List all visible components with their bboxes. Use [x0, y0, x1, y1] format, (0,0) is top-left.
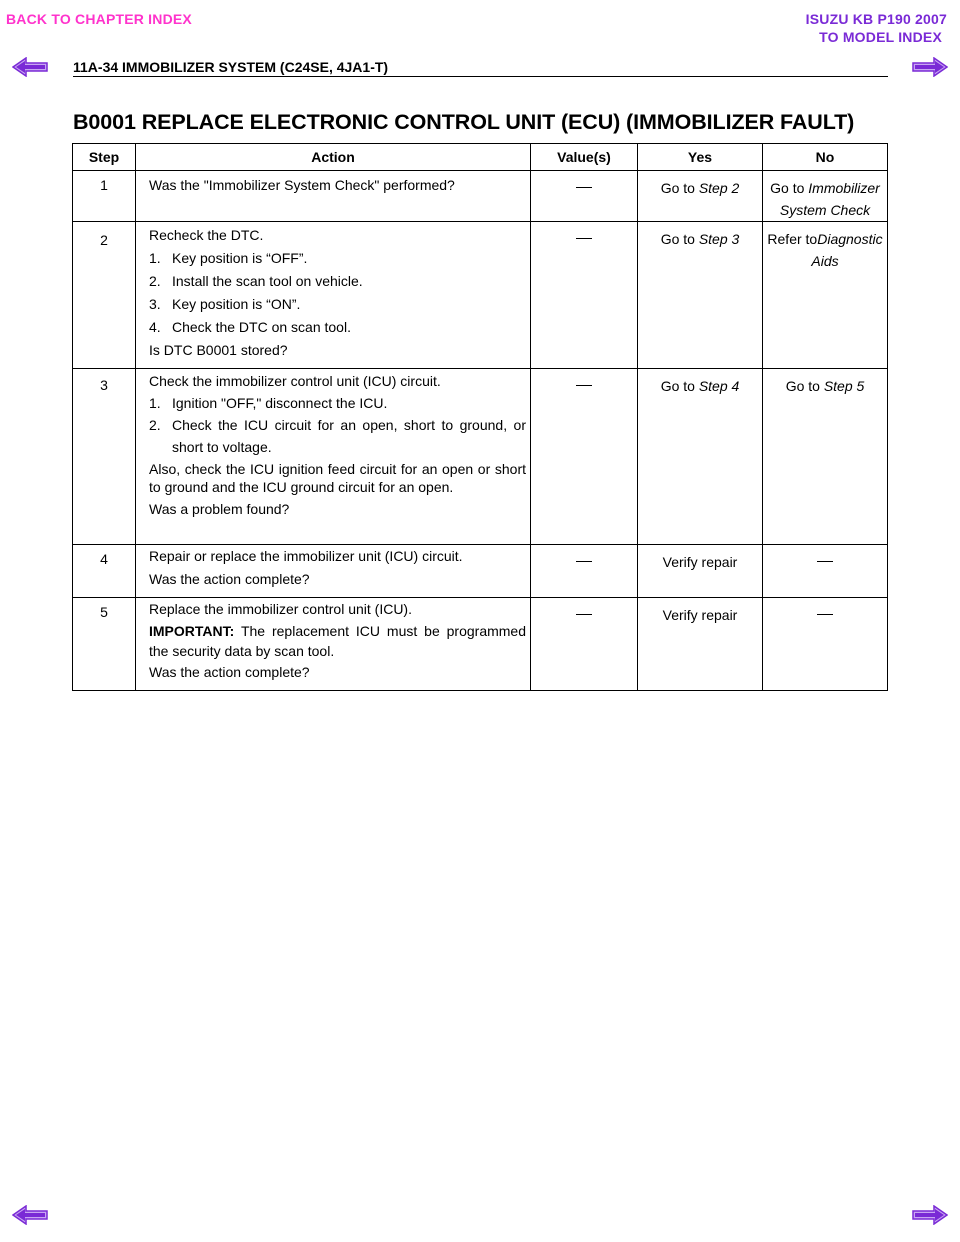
yes-step-link[interactable]: Step 3 — [698, 231, 740, 247]
column-header-step: Step — [73, 144, 136, 171]
step-number: 1 — [73, 171, 136, 222]
action-text: Was the "Immobilizer System Check" performed? — [149, 177, 455, 193]
page-header-label: 11A-34 IMMOBILIZER SYSTEM (C24SE, 4JA1-T) — [73, 59, 389, 75]
dash-icon — [576, 614, 592, 615]
no-cell — [763, 598, 888, 691]
yes-prefix: Go to — [660, 378, 699, 394]
list-item: 2. Check the ICU circuit for an open, short to ground, or short to voltage. — [149, 417, 526, 455]
value-cell — [531, 171, 638, 222]
table-row — [73, 222, 888, 369]
action-intro: Check the immobilizer control unit (ICU) circuit. — [149, 373, 441, 389]
list-item: 1. Key position is “OFF”. — [149, 250, 308, 266]
action-question: Was the action complete? — [149, 664, 310, 680]
value-cell — [531, 598, 638, 691]
no-cell — [763, 369, 888, 545]
section-title: B0001 REPLACE ELECTRONIC CONTROL UNIT (ECU) (IMMOBILIZER FAULT) — [73, 110, 855, 134]
action-cell — [136, 545, 531, 598]
action-cell — [136, 369, 531, 545]
action-cell — [136, 222, 531, 369]
next-page-arrow-icon[interactable] — [912, 1205, 948, 1225]
next-page-arrow-icon[interactable] — [912, 57, 948, 77]
previous-page-arrow-icon[interactable] — [12, 57, 48, 77]
list-item: 1. Ignition "OFF," disconnect the ICU. — [149, 395, 388, 411]
yes-cell: Verify repair — [638, 545, 763, 598]
step-number: 4 — [73, 545, 136, 598]
back-to-chapter-index-link[interactable]: BACK TO CHAPTER INDEX — [6, 11, 192, 27]
yes-step-link[interactable]: Step 4 — [698, 378, 740, 394]
yes-step-link[interactable]: Step 2 — [698, 180, 740, 196]
dash-icon — [817, 614, 833, 615]
no-prefix: Refer to — [767, 231, 818, 247]
no-cell — [763, 171, 888, 222]
no-cell — [763, 222, 888, 369]
diagnostic-table — [72, 143, 888, 691]
action-question: Was the action complete? — [149, 571, 310, 587]
step-number: 5 — [73, 598, 136, 691]
action-intro: Repair or replace the immobilizer unit (ICU) circuit. — [149, 548, 463, 564]
column-header-no: No — [763, 144, 888, 171]
value-cell — [531, 545, 638, 598]
yes-cell — [638, 369, 763, 545]
step-number: 2 — [73, 222, 136, 369]
important-note: IMPORTANT: The replacement ICU must be programmed the security data by scan tool. — [149, 623, 526, 659]
model-title-link[interactable]: ISUZU KB P190 2007 — [805, 11, 947, 27]
yes-cell: Verify repair — [638, 598, 763, 691]
column-header-action: Action — [136, 144, 531, 171]
dash-icon — [576, 187, 592, 188]
yes-cell — [638, 171, 763, 222]
list-item: 3. Key position is “ON”. — [149, 296, 301, 312]
table-row — [73, 369, 888, 545]
no-step-link[interactable]: Step 5 — [823, 378, 865, 394]
action-question: Was a problem found? — [149, 501, 290, 517]
table-row — [73, 171, 888, 222]
no-prefix: Go to — [770, 180, 809, 196]
list-item: 2. Install the scan tool on vehicle. — [149, 273, 363, 289]
no-prefix: Go to — [785, 378, 824, 394]
dash-icon — [576, 561, 592, 562]
action-intro: Replace the immobilizer control unit (ICU). — [149, 601, 412, 617]
value-cell — [531, 222, 638, 369]
yes-prefix: Go to — [660, 231, 699, 247]
action-question: Is DTC B0001 stored? — [149, 342, 288, 358]
no-reference-link[interactable]: Immobilizer System Check — [779, 180, 880, 218]
column-header-yes: Yes — [638, 144, 763, 171]
yes-cell — [638, 222, 763, 369]
no-reference-link[interactable]: Diagnostic Aids — [811, 231, 883, 269]
yes-prefix: Go to — [660, 180, 699, 196]
table-row — [73, 598, 888, 691]
table-header-row — [73, 144, 888, 171]
column-header-values: Value(s) — [531, 144, 638, 171]
no-cell — [763, 545, 888, 598]
action-cell — [136, 598, 531, 691]
action-cell — [136, 171, 531, 222]
header-divider — [73, 76, 888, 77]
dash-icon — [576, 238, 592, 239]
table-row — [73, 545, 888, 598]
step-number: 3 — [73, 369, 136, 545]
value-cell — [531, 369, 638, 545]
previous-page-arrow-icon[interactable] — [12, 1205, 48, 1225]
to-model-index-link[interactable]: TO MODEL INDEX — [819, 29, 942, 45]
list-item: 4. Check the DTC on scan tool. — [149, 319, 351, 335]
action-note: Also, check the ICU ignition feed circuit for an open or short to ground and the ICU ground circuit for an open. — [149, 461, 526, 495]
action-intro: Recheck the DTC. — [149, 227, 264, 243]
dash-icon — [817, 561, 833, 562]
dash-icon — [576, 385, 592, 386]
